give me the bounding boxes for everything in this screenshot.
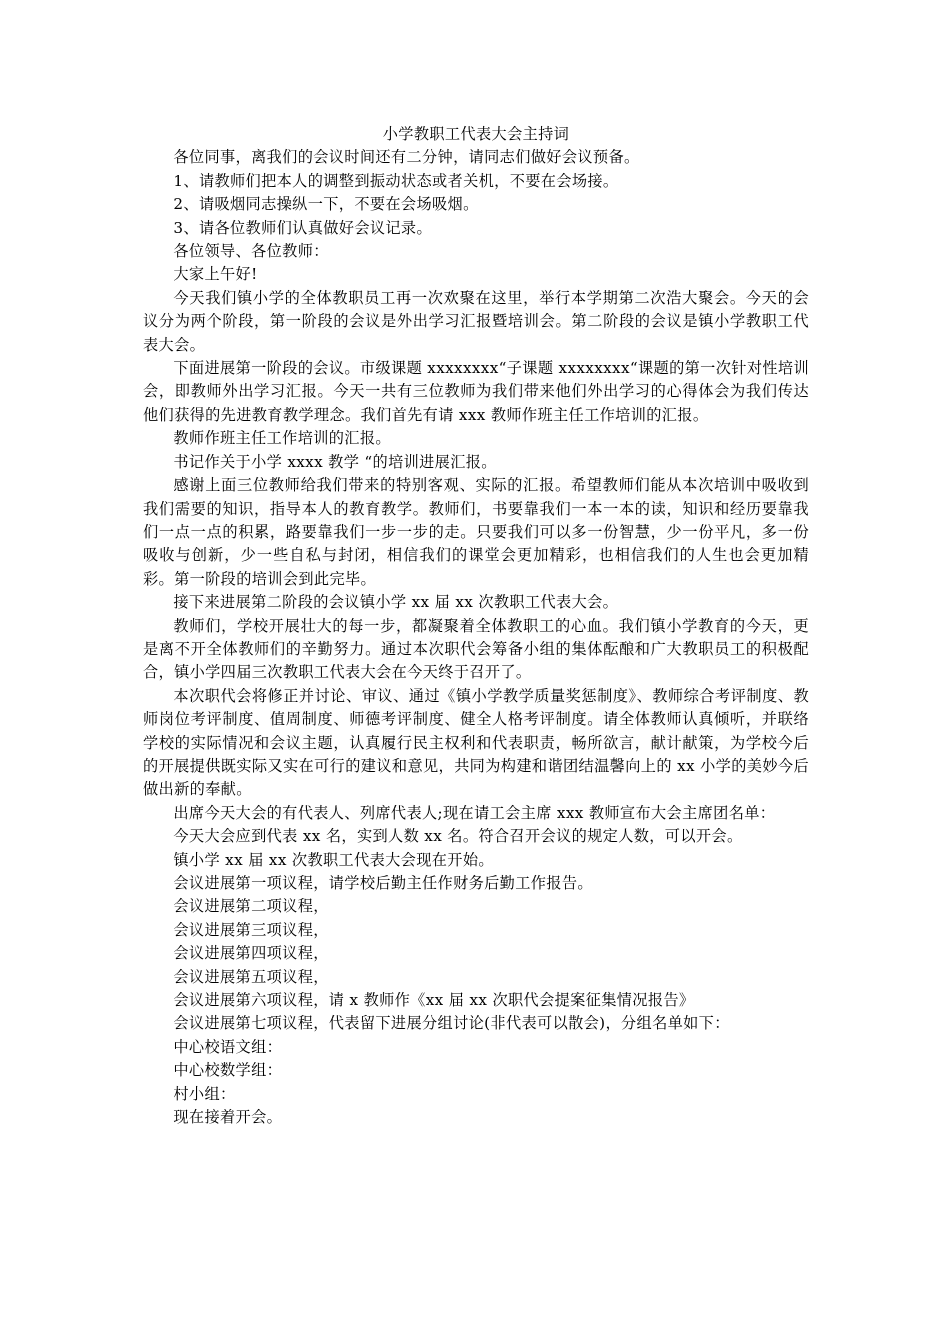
paragraph: 下面进展第一阶段的会议。市级课题 xxxxxxxx“子课题 xxxxxxxx“课题的第一次针对性培训会，即教师外出学习汇报。今天一共有三位教师为我们带来他们外出学习的心得体会为我们传达他们获得的先进教育教学理念。我们首先有请 xxx 教师作班主任工作培训的汇报。 (143, 359, 809, 424)
paragraph: 会议进展第七项议程，代表留下进展分组讨论(非代表可以散会)，分组名单如下： (173, 1014, 730, 1033)
paragraph: 本次职代会将修正并讨论、审议、通过《镇小学教学质量奖惩制度》、教师综合考评制度、教师岗位考评制度、值周制度、师德考评制度、健全人格考评制度。请全体教师认真倾听，并联络学校的实际情况和会议主题，认真履行民主权利和代表职责，畅所欲言，献计献策，为学校今后的开展提供既实际又实在可行的建议和意见，共同为构建和谐团结温馨向上的 xx 小学的美妙今后做出新的奉献。 (143, 686, 809, 799)
paragraph: 村小组： (173, 1084, 236, 1103)
paragraph: 会议进展第四项议程， (173, 944, 329, 963)
paragraph: 会议进展第三项议程， (173, 920, 329, 939)
paragraph: 会议进展第六项议程，请 x 教师作《xx 届 xx 次职代会提案征集情况报告》 (173, 991, 695, 1010)
paragraph: 出席今天大会的有代表人、列席代表人;现在请工会主席 xxx 教师宣布大会主席团名单： (173, 803, 776, 822)
paragraph: 3、请各位教师们认真做好会议记录。 (173, 218, 433, 237)
paragraph: 现在接着开会。 (173, 1108, 283, 1127)
document-body (143, 123, 809, 1129)
paragraph: 今天大会应到代表 xx 名，实到人数 xx 名。符合召开会议的规定人数，可以开会。 (173, 827, 743, 846)
paragraph: 各位领导、各位教师： (173, 242, 329, 261)
paragraph: 中心校语文组： (173, 1037, 283, 1056)
paragraph: 接下来进展第二阶段的会议镇小学 xx 届 xx 次教职工代表大会。 (173, 593, 619, 612)
paragraph: 镇小学 xx 届 xx 次教职工代表大会现在开始。 (173, 850, 494, 869)
paragraph: 各位同事，离我们的会议时间还有二分钟，请同志们做好会议预备。 (173, 148, 640, 167)
paragraph: 1、请教师们把本人的调整到振动状态或者关机，不要在会场接。 (173, 171, 619, 190)
paragraph: 2、请吸烟同志操纵一下，不要在会场吸烟。 (173, 195, 479, 214)
paragraph: 会议进展第一项议程，请学校后勤主任作财务后勤工作报告。 (173, 874, 593, 892)
paragraph: 会议进展第五项议程， (173, 967, 329, 986)
document-title: 小学教职工代表大会主持词 (382, 125, 570, 143)
paragraph: 书记作关于小学 xxxx 教学 “的培训进展汇报。 (173, 452, 497, 471)
paragraph: 教师作班主任工作培训的汇报。 (173, 429, 391, 448)
paragraph: 今天我们镇小学的全体教职员工再一次欢聚在这里，举行本学期第二次浩大聚会。今天的会议分为两个阶段，第一阶段的会议是外出学习汇报暨培训会。第二阶段的会议是镇小学教职工代表大会。 (143, 288, 809, 354)
paragraph: 感谢上面三位教师给我们带来的特别客观、实际的汇报。希望教师们能从本次培训中吸收到我们需要的知识，指导本人的教育教学。教师们，书要靠我们一本一本的读，知识和经历要靠我们一点一点的积累，路要靠我们一步一步的走。只要我们可以多一份智慧，少一份平凡，多一份吸收与创新，少一些自私与封闭，相信我们的课堂会更加精彩，也相信我们的人生也会更加精彩。第一阶段的培训会到此完毕。 (143, 476, 809, 588)
paragraph: 会议进展第二项议程， (173, 897, 329, 916)
paragraph: 中心校数学组： (173, 1061, 283, 1080)
paragraph: 教师们，学校开展壮大的每一步，都凝聚着全体教职工的心血。我们镇小学教育的今天，更是离不开全体教师们的辛勤努力。通过本次职代会筹备小组的集体酝酿和广大教职员工的积极配合，镇小学四届三次教职工代表大会在今天终于召开了。 (143, 616, 809, 682)
paragraph: 大家上午好! (173, 265, 258, 284)
